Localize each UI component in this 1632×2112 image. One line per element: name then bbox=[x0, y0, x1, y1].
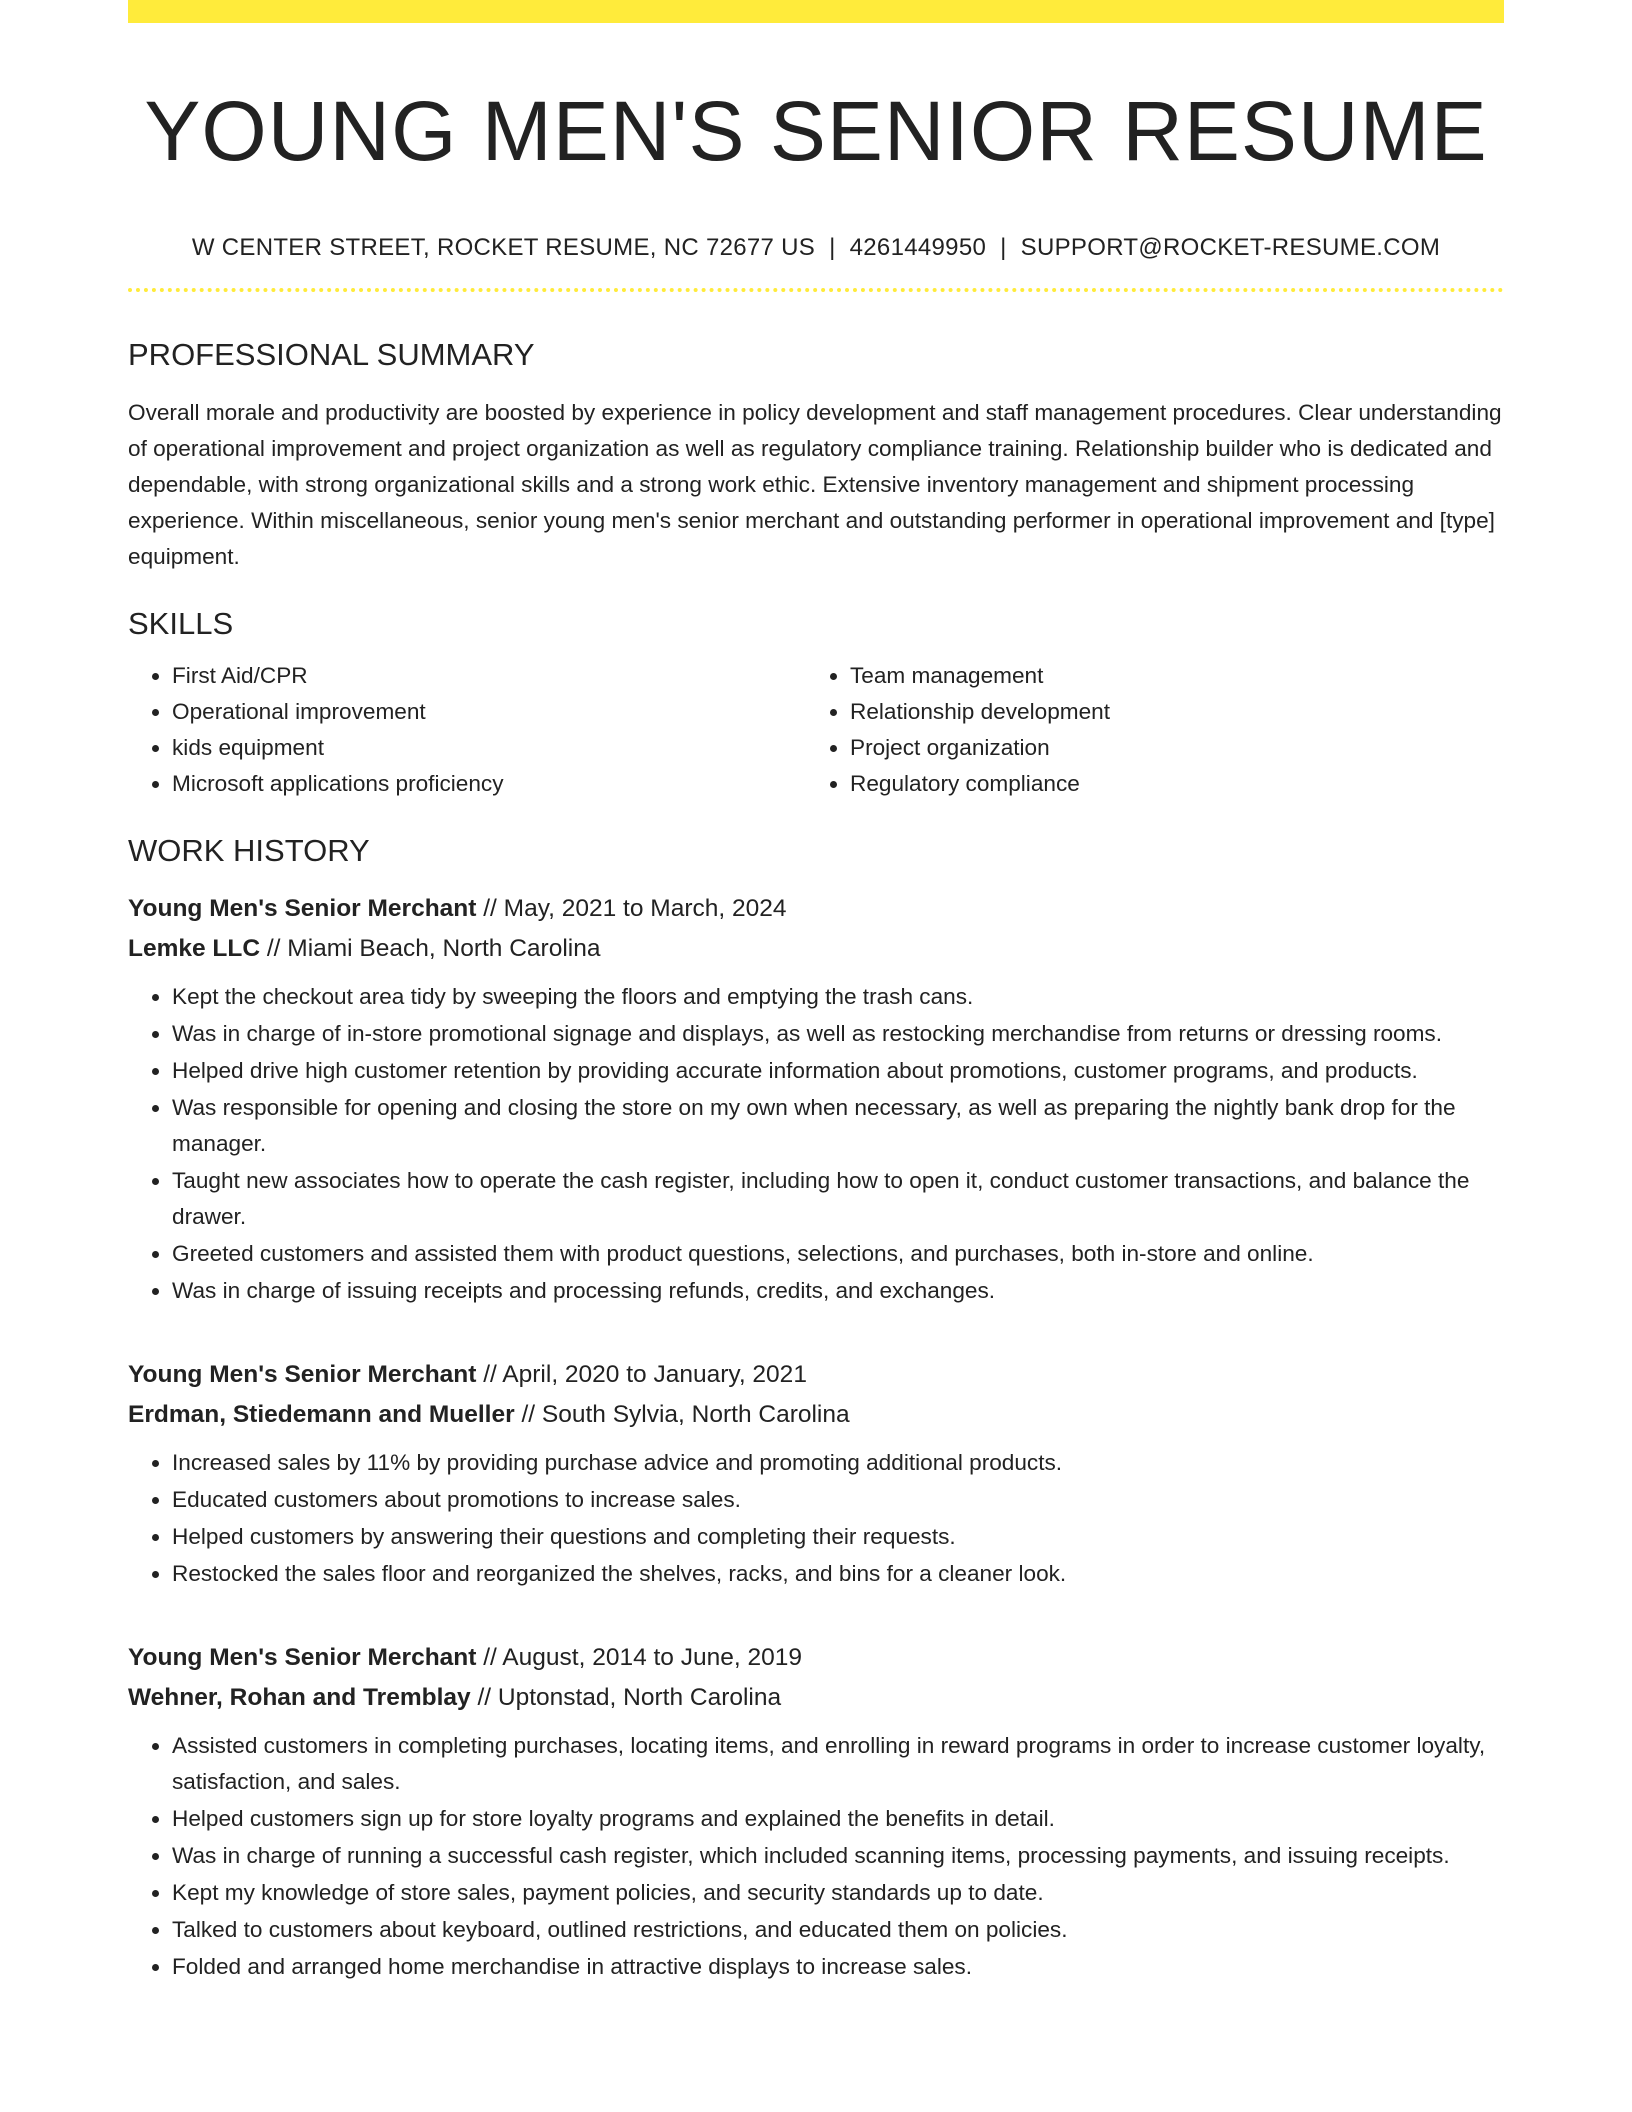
skill-item: • Team management bbox=[850, 658, 1484, 694]
job-bullets bbox=[128, 979, 1504, 1309]
skills-list bbox=[128, 658, 1504, 802]
job-bullet: • Assisted customers in completing purchases, locating items, and enrolling in reward programs in order to increase customer loyalty, satisfaction, and sales. bbox=[172, 1728, 1504, 1800]
job-company-line bbox=[128, 1678, 1504, 1718]
summary-heading: PROFESSIONAL SUMMARY bbox=[128, 336, 535, 372]
job-location: // South Sylvia, North Carolina bbox=[521, 1401, 850, 1429]
skills-heading: SKILLS bbox=[128, 605, 234, 641]
resume-name: YOUNG MEN'S SENIOR RESUME bbox=[144, 84, 1488, 178]
contact-phone: 4261449950 bbox=[849, 233, 987, 261]
skills-column-right bbox=[806, 658, 1484, 802]
job-bullet: • Helped drive high customer retention by providing accurate information about promotions, customer programs, and products. bbox=[172, 1053, 1504, 1089]
job-location: // Uptonstad, North Carolina bbox=[477, 1684, 782, 1712]
contact-line bbox=[128, 234, 1504, 266]
job-bullet: • Folded and arranged home merchandise in attractive displays to increase sales. bbox=[172, 1949, 1504, 1985]
contact-address: W CENTER STREET, ROCKET RESUME, NC 72677 US bbox=[191, 233, 816, 261]
skill-item: • First Aid/CPR bbox=[172, 658, 806, 694]
skills-column-left bbox=[128, 658, 806, 802]
job-role: Young Men's Senior Merchant bbox=[128, 1644, 477, 1672]
job-role-line bbox=[128, 1355, 1504, 1395]
job-entry bbox=[128, 889, 1504, 1309]
job-role: Young Men's Senior Merchant bbox=[128, 1361, 477, 1389]
job-bullet: • Helped customers sign up for store loyalty programs and explained the benefits in detail. bbox=[172, 1801, 1504, 1837]
job-role-line bbox=[128, 889, 1504, 929]
dotted-divider bbox=[128, 288, 1504, 292]
job-bullet: • Was in charge of in-store promotional signage and displays, as well as restocking merchandise from returns or dressing rooms. bbox=[172, 1016, 1504, 1052]
job-dates: // May, 2021 to March, 2024 bbox=[483, 895, 787, 923]
job-company: Erdman, Stiedemann and Mueller bbox=[128, 1401, 515, 1429]
job-company-line bbox=[128, 929, 1504, 969]
skill-item: • Project organization bbox=[850, 730, 1484, 766]
skill-item: • Relationship development bbox=[850, 694, 1484, 730]
top-accent-bar bbox=[128, 0, 1504, 23]
summary-text: Overall morale and productivity are boosted by experience in policy development and staff management procedures. Clear understanding of operational improvement and project organization as well as regulatory compliance training. Relationship builder who is dedicated and dependable, with strong organizational skills and a strong work ethic. Extensive inventory management and shipment processing experience. Within miscellaneous, senior young men's senior merchant and outstanding performer in operational improvement and [type] equipment. bbox=[128, 399, 1502, 569]
job-company: Wehner, Rohan and Tremblay bbox=[128, 1684, 471, 1712]
work-history-heading: WORK HISTORY bbox=[128, 832, 370, 868]
skill-item: • Microsoft applications proficiency bbox=[172, 766, 806, 802]
job-location: // Miami Beach, North Carolina bbox=[266, 935, 601, 963]
job-bullet: • Educated customers about promotions to increase sales. bbox=[172, 1482, 1504, 1518]
job-bullet: • Kept the checkout area tidy by sweeping the floors and emptying the trash cans. bbox=[172, 979, 1504, 1015]
job-entry bbox=[128, 1638, 1504, 1985]
resume-page bbox=[128, 0, 1504, 1986]
job-bullet: • Kept my knowledge of store sales, payment policies, and security standards up to date. bbox=[172, 1875, 1504, 1911]
job-bullet: • Restocked the sales floor and reorganized the shelves, racks, and bins for a cleaner look. bbox=[172, 1556, 1504, 1592]
job-bullets bbox=[128, 1728, 1504, 1985]
job-dates: // August, 2014 to June, 2019 bbox=[483, 1644, 802, 1672]
job-bullet: • Was responsible for opening and closing the store on my own when necessary, as well as preparing the nightly bank drop for the manager. bbox=[172, 1090, 1504, 1162]
job-bullet: • Taught new associates how to operate the cash register, including how to open it, conduct customer transactions, and balance the drawer. bbox=[172, 1163, 1504, 1235]
contact-email: SUPPORT@ROCKET-RESUME.COM bbox=[1020, 233, 1441, 261]
job-company: Lemke LLC bbox=[128, 935, 261, 963]
job-bullet: • Increased sales by 11% by providing purchase advice and promoting additional products. bbox=[172, 1445, 1504, 1481]
skill-item: • kids equipment bbox=[172, 730, 806, 766]
job-role: Young Men's Senior Merchant bbox=[128, 895, 477, 923]
job-entry bbox=[128, 1355, 1504, 1592]
contact-separator: | bbox=[829, 233, 836, 261]
job-company-line bbox=[128, 1395, 1504, 1435]
job-bullet: • Greeted customers and assisted them with product questions, selections, and purchases, both in-store and online. bbox=[172, 1236, 1504, 1272]
skill-item: • Operational improvement bbox=[172, 694, 806, 730]
job-bullet: • Helped customers by answering their questions and completing their requests. bbox=[172, 1519, 1504, 1555]
job-bullet: • Was in charge of running a successful cash register, which included scanning items, processing payments, and issuing receipts. bbox=[172, 1838, 1504, 1874]
skill-item: • Regulatory compliance bbox=[850, 766, 1484, 802]
job-dates: // April, 2020 to January, 2021 bbox=[483, 1361, 807, 1389]
job-bullets bbox=[128, 1445, 1504, 1592]
job-role-line bbox=[128, 1638, 1504, 1678]
job-bullet: • Was in charge of issuing receipts and processing refunds, credits, and exchanges. bbox=[172, 1273, 1504, 1309]
contact-separator: | bbox=[1000, 233, 1007, 261]
job-bullet: • Talked to customers about keyboard, outlined restrictions, and educated them on policies. bbox=[172, 1912, 1504, 1948]
